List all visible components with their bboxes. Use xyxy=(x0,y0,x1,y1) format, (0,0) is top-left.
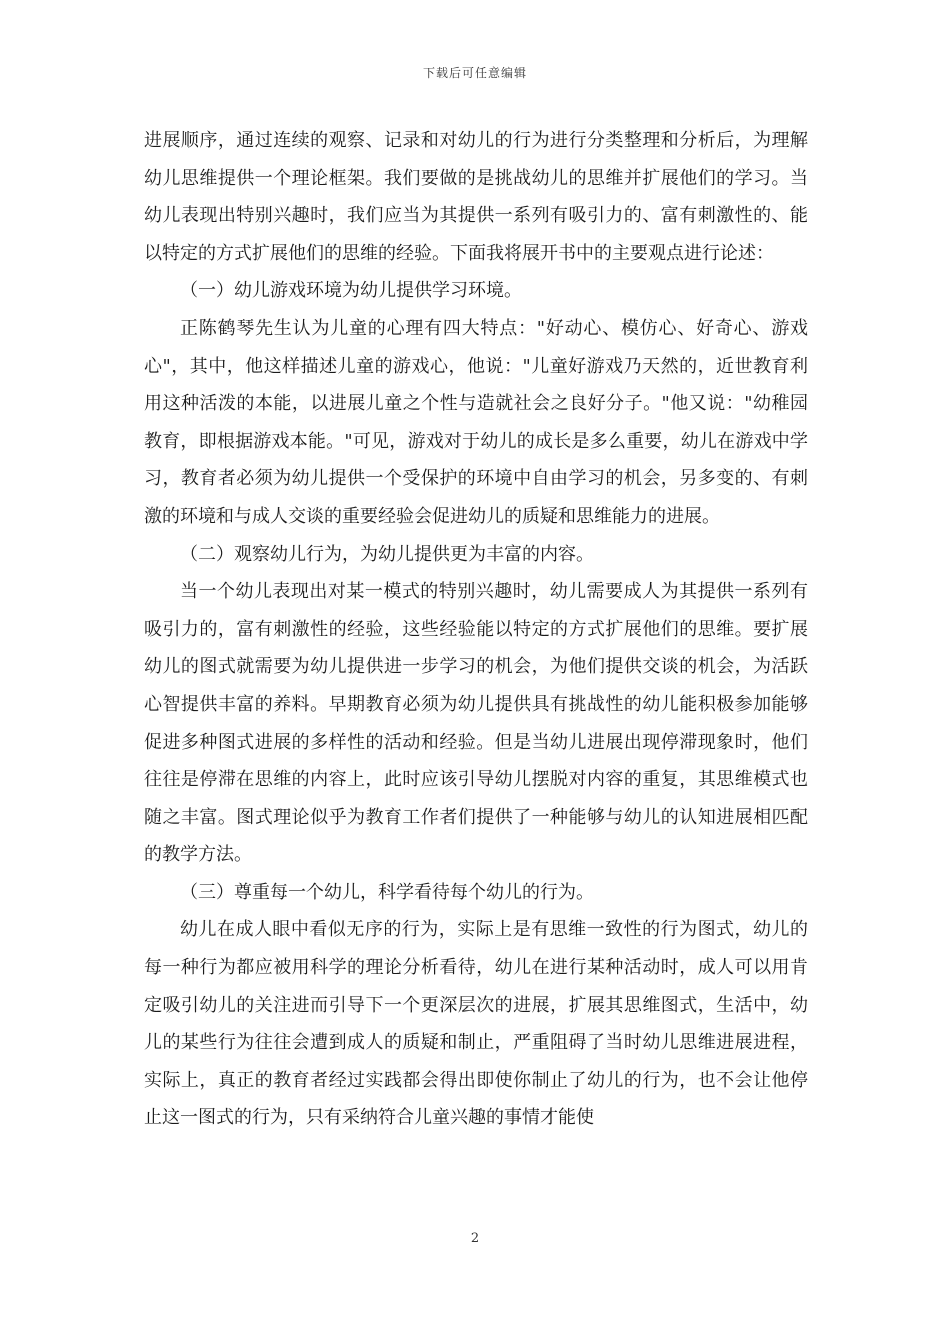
paragraph-section-1: 正陈鹤琴先生认为儿童的心理有四大特点："好动心、模仿心、好奇心、游戏心"，其中，他这样描述儿童的游戏心，他说："儿童好游戏乃天然的，近世教育利用这种活泼的本能，以进展儿童之个性与造就社会之良好分子。"他又说："幼稚园教育，即根据游戏本能。"可见，游戏对于幼儿的成长是多么重要，幼儿在游戏中学习，教育者必须为幼儿提供一个受保护的环境中自由学习的机会，另多变的、有刺激的环境和与成人交谈的重要经验会促进幼儿的质疑和思维能力的进展。 xyxy=(144,317,808,527)
paragraph-section-2: 当一个幼儿表现出对某一模式的特别兴趣时，幼儿需要成人为其提供一系列有吸引力的，富有刺激性的经验，这些经验能以特定的方式扩展他们的思维。要扩展幼儿的图式就需要为幼儿提供进一步学习的机会，为他们提供交谈的机会，为活跃心智提供丰富的养料。早期教育必须为幼儿提供具有挑战性的幼儿能积极参加能够促进多种图式进展的多样性的活动和经验。但是当幼儿进展出现停滞现象时，他们往往是停滞在思维的内容上，此时应该引导幼儿摆脱对内容的重复，其思维模式也随之丰富。图式理论似乎为教育工作者们提供了一种能够与幼儿的认知进展相匹配的教学方法。 xyxy=(144,581,808,866)
paragraph-continuation: 进展顺序，通过连续的观察、记录和对幼儿的行为进行分类整理和分析后，为理解幼儿思维提供一个理论框架。我们要做的是挑战幼儿的思维并扩展他们的学习。当幼儿表现出特别兴趣时，我们应当为其提供一系列有吸引力的、富有刺激性的、能以特定的方式扩展他们的思维的经验。下面我将展开书中的主要观点进行论述： xyxy=(144,130,808,264)
section-heading-2: （二）观察幼儿行为，为幼儿提供更为丰富的内容。 xyxy=(180,543,594,565)
paragraph-section-3: 幼儿在成人眼中看似无序的行为，实际上是有思维一致性的行为图式，幼儿的每一种行为都应被用科学的理论分析看待，幼儿在进行某种活动时，成人可以用肯定吸引幼儿的关注进而引导下一个更深层次的进展，扩展其思维图式，生活中，幼儿的某些行为往往会遭到成人的质疑和制止，严重阻碍了当时幼儿思维进展进程，实际上，真正的教育者经过实践都会得出即使你制止了幼儿的行为，也不会让他停止这一图式的行为，只有采纳符合儿童兴趣的事情才能使 xyxy=(144,919,808,1129)
section-heading-3: （三）尊重每一个幼儿，科学看待每个幼儿的行为。 xyxy=(180,881,594,903)
document-body xyxy=(144,122,808,1137)
page-number: 2 xyxy=(470,1231,480,1246)
page-header: 下载后可任意编辑 xyxy=(422,66,527,80)
section-heading-1: （一）幼儿游戏环境为幼儿提供学习环境。 xyxy=(180,280,522,302)
